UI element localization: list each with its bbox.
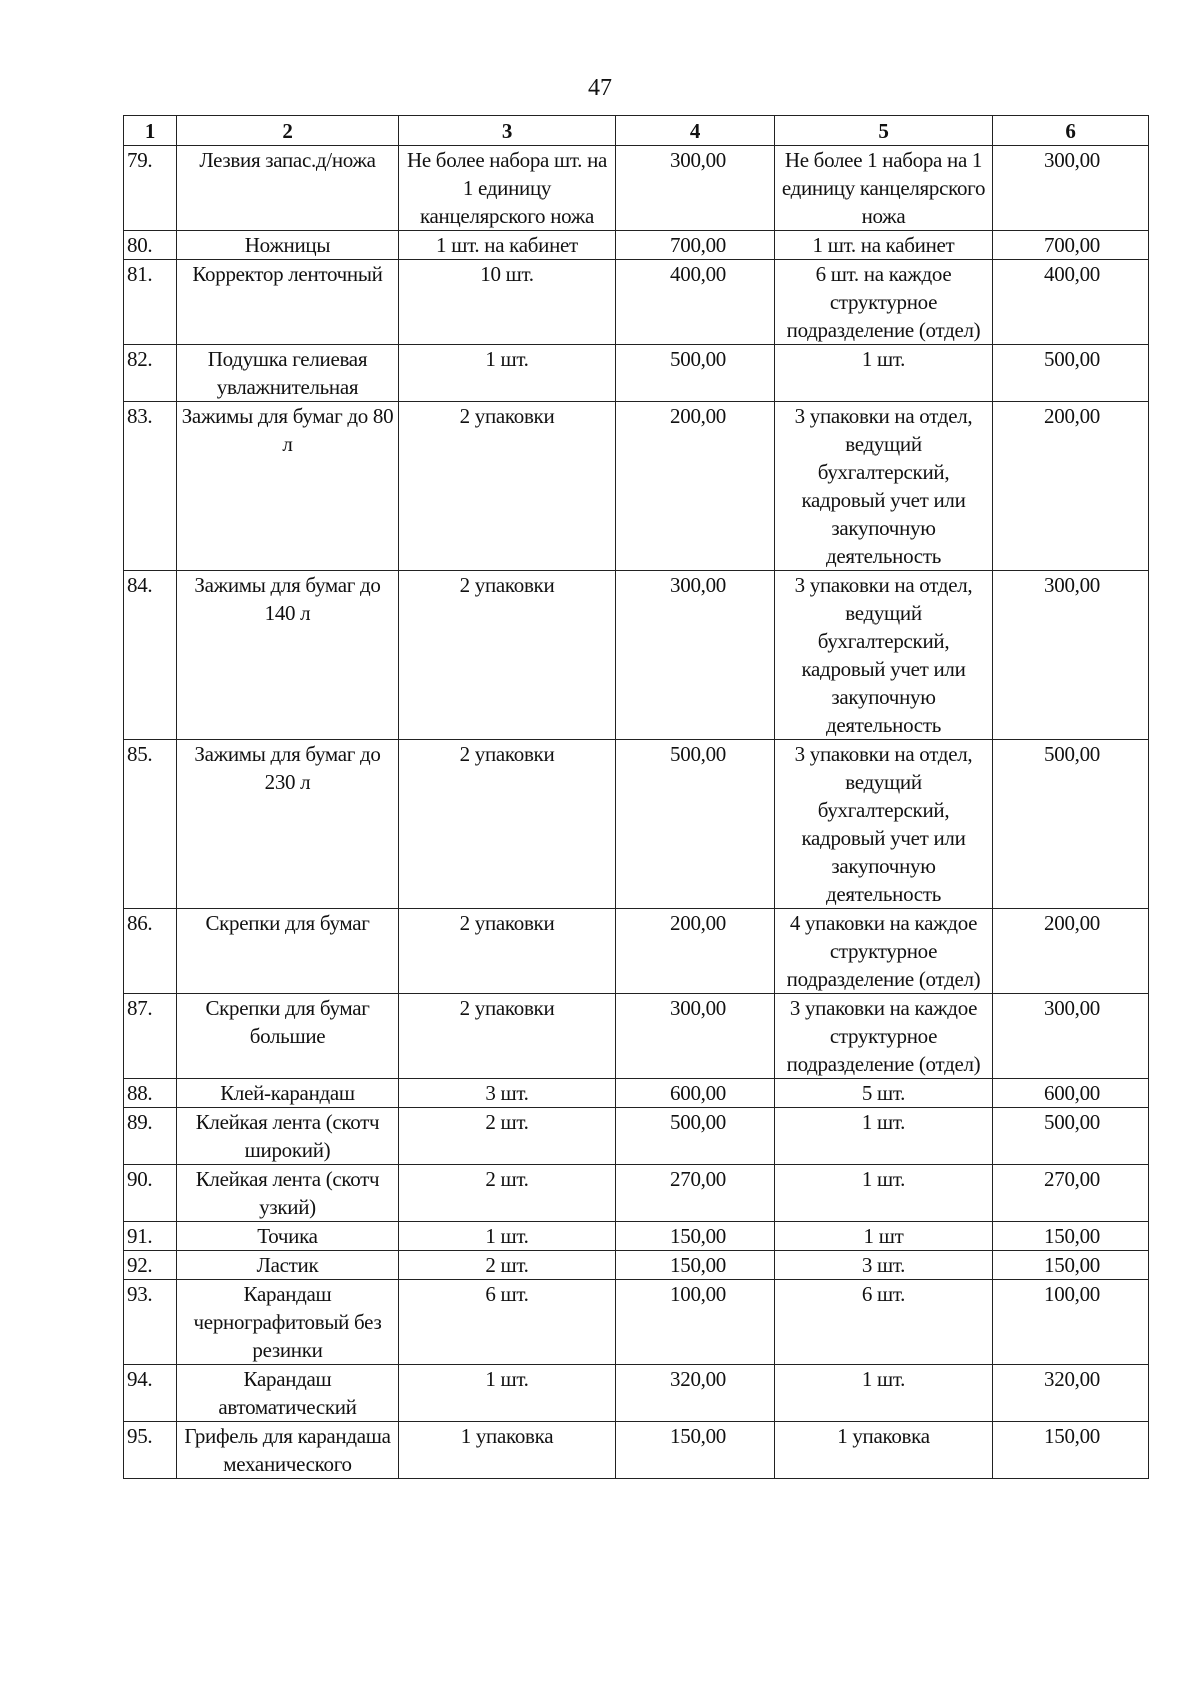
table-row: [124, 909, 1149, 994]
table-row: [124, 740, 1149, 909]
norms-table: [123, 115, 1149, 1479]
item-quantity: 6 шт.: [399, 1280, 616, 1365]
item-price-limit: 400,00: [993, 260, 1149, 345]
item-name: Корректор ленточный: [177, 260, 399, 345]
item-price: 270,00: [616, 1165, 775, 1222]
item-quantity: 1 шт. на кабинет: [399, 231, 616, 260]
item-name: Скрепки для бумаг: [177, 909, 399, 994]
column-header: 3: [399, 116, 616, 146]
item-price: 600,00: [616, 1079, 775, 1108]
item-quantity: 2 упаковки: [399, 740, 616, 909]
item-norm: 3 шт.: [775, 1251, 993, 1280]
item-name: Скрепки для бумаг большие: [177, 994, 399, 1079]
item-price: 150,00: [616, 1251, 775, 1280]
row-number: 83.: [124, 402, 177, 571]
table-row: [124, 994, 1149, 1079]
item-price: 150,00: [616, 1222, 775, 1251]
column-header: 1: [124, 116, 177, 146]
item-name: Клейкая лента (скотч широкий): [177, 1108, 399, 1165]
item-quantity: 10 шт.: [399, 260, 616, 345]
table-row: [124, 1280, 1149, 1365]
item-quantity: 1 шт.: [399, 1222, 616, 1251]
item-price: 200,00: [616, 402, 775, 571]
table-row: [124, 1365, 1149, 1422]
item-price: 150,00: [616, 1422, 775, 1479]
column-header: 6: [993, 116, 1149, 146]
table-header-row: [124, 116, 1149, 146]
item-price-limit: 600,00: [993, 1079, 1149, 1108]
table-row: [124, 1079, 1149, 1108]
item-norm: 3 упаковки на каждое структурное подразделение (отдел): [775, 994, 993, 1079]
item-quantity: 1 упаковка: [399, 1422, 616, 1479]
table-row: [124, 571, 1149, 740]
row-number: 95.: [124, 1422, 177, 1479]
item-price-limit: 150,00: [993, 1251, 1149, 1280]
item-quantity: 1 шт.: [399, 345, 616, 402]
item-price-limit: 500,00: [993, 1108, 1149, 1165]
item-price-limit: 270,00: [993, 1165, 1149, 1222]
item-norm: 1 шт: [775, 1222, 993, 1251]
row-number: 90.: [124, 1165, 177, 1222]
item-name: Ножницы: [177, 231, 399, 260]
row-number: 86.: [124, 909, 177, 994]
item-norm: 1 шт.: [775, 1108, 993, 1165]
item-norm: 6 шт. на каждое структурное подразделение (отдел): [775, 260, 993, 345]
item-price: 500,00: [616, 1108, 775, 1165]
item-price-limit: 200,00: [993, 402, 1149, 571]
item-price-limit: 500,00: [993, 345, 1149, 402]
item-price-limit: 320,00: [993, 1365, 1149, 1422]
item-norm: 6 шт.: [775, 1280, 993, 1365]
item-price: 500,00: [616, 740, 775, 909]
table-row: [124, 1165, 1149, 1222]
row-number: 93.: [124, 1280, 177, 1365]
table-row: [124, 1222, 1149, 1251]
table-row: [124, 146, 1149, 231]
item-price-limit: 500,00: [993, 740, 1149, 909]
row-number: 89.: [124, 1108, 177, 1165]
row-number: 92.: [124, 1251, 177, 1280]
item-price: 700,00: [616, 231, 775, 260]
item-name: Зажимы для бумаг до 80 л: [177, 402, 399, 571]
table-row: [124, 345, 1149, 402]
item-price-limit: 200,00: [993, 909, 1149, 994]
row-number: 82.: [124, 345, 177, 402]
row-number: 85.: [124, 740, 177, 909]
item-name: Карандаш чернографитовый без резинки: [177, 1280, 399, 1365]
table-row: [124, 1251, 1149, 1280]
item-name: Точика: [177, 1222, 399, 1251]
item-quantity: 3 шт.: [399, 1079, 616, 1108]
table-row: [124, 402, 1149, 571]
item-norm: 1 шт.: [775, 345, 993, 402]
table-row: [124, 1108, 1149, 1165]
item-norm: 3 упаковки на отдел, ведущий бухгалтерский, кадровый учет или закупочную деятельность: [775, 740, 993, 909]
item-norm: 3 упаковки на отдел, ведущий бухгалтерский, кадровый учет или закупочную деятельность: [775, 402, 993, 571]
item-name: Карандаш автоматический: [177, 1365, 399, 1422]
page-number: 47: [588, 75, 612, 101]
item-name: Клей-карандаш: [177, 1079, 399, 1108]
column-header: 5: [775, 116, 993, 146]
item-price: 200,00: [616, 909, 775, 994]
row-number: 79.: [124, 146, 177, 231]
item-quantity: 2 упаковки: [399, 994, 616, 1079]
item-quantity: 2 упаковки: [399, 909, 616, 994]
item-name: Подушка гелиевая увлажнительная: [177, 345, 399, 402]
item-price-limit: 300,00: [993, 994, 1149, 1079]
item-price: 300,00: [616, 146, 775, 231]
item-price-limit: 150,00: [993, 1222, 1149, 1251]
item-quantity: 2 упаковки: [399, 402, 616, 571]
item-price: 300,00: [616, 571, 775, 740]
row-number: 87.: [124, 994, 177, 1079]
column-header: 2: [177, 116, 399, 146]
table-row: [124, 231, 1149, 260]
row-number: 94.: [124, 1365, 177, 1422]
row-number: 84.: [124, 571, 177, 740]
item-quantity: Не более набора шт. на 1 единицу канцелярского ножа: [399, 146, 616, 231]
item-norm: 1 шт.: [775, 1365, 993, 1422]
item-price-limit: 300,00: [993, 146, 1149, 231]
item-price: 320,00: [616, 1365, 775, 1422]
item-norm: 4 упаковки на каждое структурное подразделение (отдел): [775, 909, 993, 994]
item-price-limit: 100,00: [993, 1280, 1149, 1365]
table-row: [124, 260, 1149, 345]
item-name: Ластик: [177, 1251, 399, 1280]
item-price: 500,00: [616, 345, 775, 402]
item-norm: 1 шт. на кабинет: [775, 231, 993, 260]
item-norm: 1 упаковка: [775, 1422, 993, 1479]
item-price-limit: 700,00: [993, 231, 1149, 260]
item-quantity: 2 упаковки: [399, 571, 616, 740]
item-quantity: 2 шт.: [399, 1108, 616, 1165]
row-number: 81.: [124, 260, 177, 345]
row-number: 88.: [124, 1079, 177, 1108]
item-name: Грифель для карандаша механического: [177, 1422, 399, 1479]
table-row: [124, 1422, 1149, 1479]
row-number: 91.: [124, 1222, 177, 1251]
item-name: Зажимы для бумаг до 230 л: [177, 740, 399, 909]
item-price: 400,00: [616, 260, 775, 345]
item-name: Зажимы для бумаг до 140 л: [177, 571, 399, 740]
item-norm: 5 шт.: [775, 1079, 993, 1108]
item-price-limit: 150,00: [993, 1422, 1149, 1479]
item-price: 100,00: [616, 1280, 775, 1365]
item-name: Клейкая лента (скотч узкий): [177, 1165, 399, 1222]
item-price: 300,00: [616, 994, 775, 1079]
item-name: Лезвия запас.д/ножа: [177, 146, 399, 231]
item-quantity: 1 шт.: [399, 1365, 616, 1422]
item-quantity: 2 шт.: [399, 1251, 616, 1280]
item-norm: 3 упаковки на отдел, ведущий бухгалтерский, кадровый учет или закупочную деятельность: [775, 571, 993, 740]
row-number: 80.: [124, 231, 177, 260]
item-norm: Не более 1 набора на 1 единицу канцелярского ножа: [775, 146, 993, 231]
item-price-limit: 300,00: [993, 571, 1149, 740]
item-quantity: 2 шт.: [399, 1165, 616, 1222]
item-norm: 1 шт.: [775, 1165, 993, 1222]
column-header: 4: [616, 116, 775, 146]
